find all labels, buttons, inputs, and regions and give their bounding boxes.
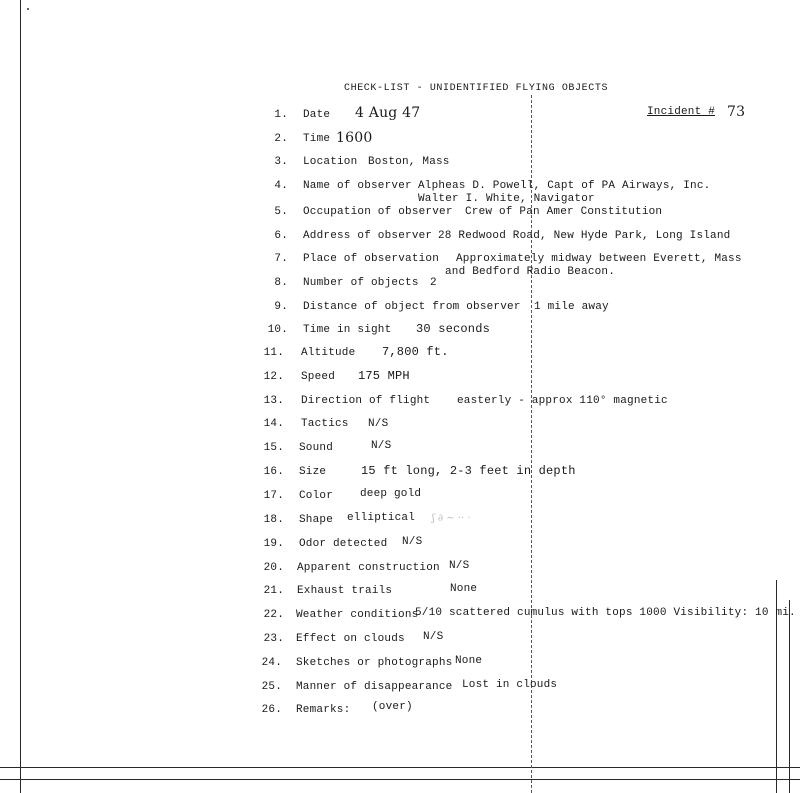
item-label: Size xyxy=(299,466,327,478)
incident-label: Incident # xyxy=(647,106,716,118)
item-number: 17. xyxy=(263,490,284,502)
item-value: None xyxy=(450,583,478,595)
item-number: 10. xyxy=(267,324,288,336)
item-value: None xyxy=(455,655,483,667)
item-label: Shape xyxy=(299,514,334,526)
item-number: 25. xyxy=(261,681,282,693)
item-value: Alpheas D. Powell, Capt of PA Airways, Inc. xyxy=(418,180,711,192)
item-value: deep gold xyxy=(360,488,422,500)
item-label: Sketches or photographs xyxy=(296,657,453,669)
item-number: 5. xyxy=(274,206,288,218)
item-label: Direction of flight xyxy=(301,395,431,407)
item-value: N/S xyxy=(423,631,444,643)
item-number: 2. xyxy=(274,133,288,145)
left-scan-edge xyxy=(20,0,21,793)
item-number: 15. xyxy=(263,442,284,454)
item-number: 23. xyxy=(263,633,284,645)
item-value: Boston, Mass xyxy=(368,156,450,168)
form-title: CHECK-LIST - UNIDENTIFIED FLYING OBJECTS xyxy=(344,83,609,94)
item-label: Color xyxy=(299,490,334,502)
item-number: 11. xyxy=(263,347,284,359)
item-label: Remarks: xyxy=(296,704,351,716)
item-value: Approximately midway between Everett, Mass xyxy=(456,253,742,265)
item-value: N/S xyxy=(371,440,392,452)
item-number: 20. xyxy=(263,562,284,574)
item-value: N/S xyxy=(368,418,389,430)
item-label: Tactics xyxy=(301,418,349,430)
item-value: (over) xyxy=(372,701,413,713)
item-number: 14. xyxy=(263,418,284,430)
ink-smudge: ʃ ∂ ~ ·· · xyxy=(432,513,471,524)
item-number: 3. xyxy=(274,156,288,168)
item-value-continued: Walter I. White, Navigator xyxy=(418,193,595,205)
item-number: 18. xyxy=(263,514,284,526)
item-label: Name of observer xyxy=(303,180,412,192)
item-value: 175 MPH xyxy=(358,369,410,383)
item-label: Number of objects xyxy=(303,277,419,289)
item-label: Place of observation xyxy=(303,253,440,265)
item-value: 2 xyxy=(430,277,437,289)
item-label: Odor detected xyxy=(299,538,388,550)
item-value: 7,800 ft. xyxy=(382,345,449,359)
item-value: N/S xyxy=(449,560,470,572)
incident-number: 73 xyxy=(727,104,746,120)
item-label: Manner of disappearance xyxy=(296,681,453,693)
item-number: 21. xyxy=(263,585,284,597)
item-label: Exhaust trails xyxy=(297,585,393,597)
item-number: 9. xyxy=(274,301,288,313)
item-value: Lost in clouds xyxy=(462,679,558,691)
item-label: Altitude xyxy=(301,347,356,359)
item-value: 30 seconds xyxy=(416,322,491,336)
item-value: 15 ft long, 2-3 feet in depth xyxy=(361,464,576,478)
item-label: Occupation of observer xyxy=(303,206,453,218)
item-label: Address of observer xyxy=(303,230,433,242)
item-number: 16. xyxy=(263,466,284,478)
item-number: 7. xyxy=(274,253,288,265)
item-label: Sound xyxy=(299,442,334,454)
item-value: Crew of Pan Amer Constitution xyxy=(465,206,663,218)
item-value: 1600 xyxy=(336,130,373,146)
item-label: Date xyxy=(303,109,331,121)
item-label: Speed xyxy=(301,371,336,383)
item-number: 19. xyxy=(263,538,284,550)
item-number: 1. xyxy=(274,109,288,121)
item-number: 8. xyxy=(274,277,288,289)
bottom-scan-line-2 xyxy=(0,779,800,780)
item-value: elliptical xyxy=(347,512,416,524)
item-label: Time in sight xyxy=(303,324,392,336)
scan-speck xyxy=(27,8,29,10)
item-label: Effect on clouds xyxy=(296,633,405,645)
item-value: easterly - approx 110° magnetic xyxy=(457,395,668,407)
item-value: 1 mile away xyxy=(534,301,609,313)
item-number: 4. xyxy=(274,180,288,192)
item-value: N/S xyxy=(402,536,423,548)
item-value: 4 Aug 47 xyxy=(355,105,421,121)
item-label: Time xyxy=(303,133,331,145)
item-number: 12. xyxy=(263,371,284,383)
item-number: 26. xyxy=(261,704,282,716)
bottom-scan-line xyxy=(0,767,800,768)
item-value-continued: and Bedford Radio Beacon. xyxy=(445,266,616,278)
item-number: 6. xyxy=(274,230,288,242)
item-number: 22. xyxy=(263,609,284,621)
item-label: Location xyxy=(303,156,358,168)
item-value: 28 Redwood Road, New Hyde Park, Long Island xyxy=(438,230,731,242)
item-number: 13. xyxy=(263,395,284,407)
item-number: 24. xyxy=(261,657,282,669)
item-value: 5/10 scattered cumulus with tops 1000 Visibility: 10 mi. xyxy=(415,607,796,619)
right-scan-edge-2 xyxy=(789,600,790,793)
item-label: Weather conditions xyxy=(296,609,419,621)
item-label: Distance of object from observer xyxy=(303,301,521,313)
item-label: Apparent construction xyxy=(297,562,440,574)
